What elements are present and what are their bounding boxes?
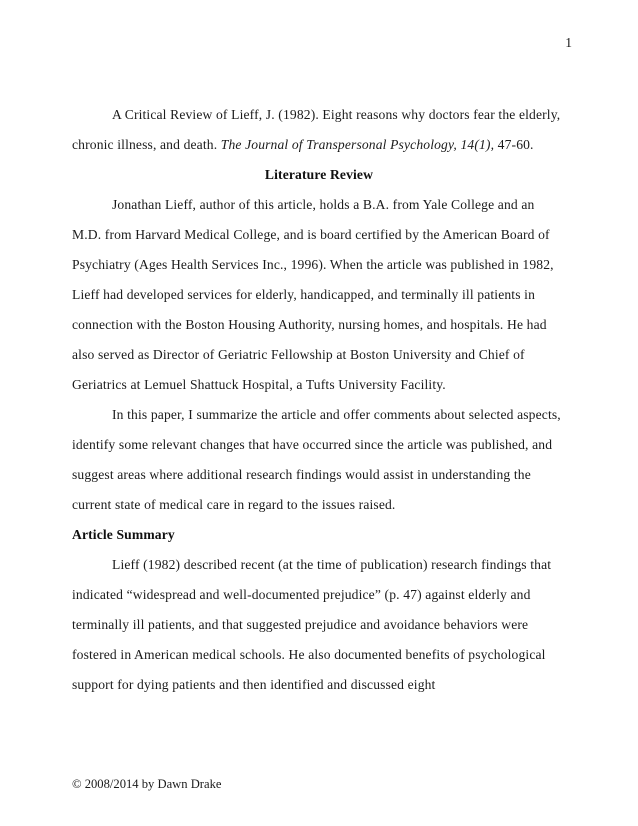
title-citation-paragraph — [72, 100, 566, 160]
document-body — [72, 100, 566, 700]
footer-copyright: © 2008/2014 by Dawn Drake — [72, 776, 222, 791]
journal-title-italic: The Journal of Transpersonal Psychology, 14(1), — [220, 137, 495, 152]
page-number: 1 — [565, 35, 572, 50]
citation-text-leading: A Critical Review of Lieff, J. (1982). Eight reasons why doctors fear the elderly, chronic illness, and death. — [72, 107, 561, 152]
paragraph-purpose: In this paper, I summarize the article and offer comments about selected aspects, identify some relevant changes that have occurred since the article was published, and suggest areas where additional research findings would assist in understanding the current state of medical care in regard to the issues raised. — [72, 407, 561, 512]
heading-article-summary: Article Summary — [72, 527, 175, 542]
citation-page-range: 47-60. — [494, 137, 534, 152]
paragraph-author-bio: Jonathan Lieff, author of this article, holds a B.A. from Yale College and an M.D. from Harvard Medical College, and is board certified by the American Board of Psychiatry (Ages Health Services Inc., 1996). When the article was published in 1982, Lieff had developed services for elderly, handicapped, and terminally ill patients in connection with the Boston Housing Authority, nursing homes, and hospitals. He had also served as Director of Geriatric Fellowship at Boston University and Chief of Geriatrics at Lemuel Shattuck Hospital, a Tufts University Facility. — [72, 197, 554, 392]
heading-literature-review: Literature Review — [264, 167, 374, 182]
paragraph-article-summary: Lieff (1982) described recent (at the time of publication) research findings that indicated “widespread and well-documented prejudice” (p. 47) against elderly and terminally ill patients, and that suggested prejudice and avoidance behaviors were fostered in American medical schools. He also documented benefits of psychological support for dying patients and then identified and discussed eight — [72, 557, 552, 692]
